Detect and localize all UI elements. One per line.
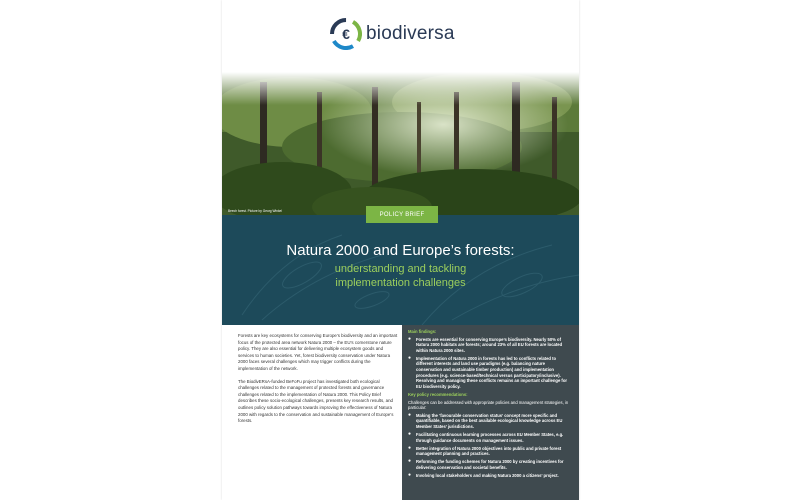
- intro-paragraph-2: The BiodivERsA-funded BeFoFu project has investigated both ecological challenges related to the management of protected forests and governance challenges related to the implementation of Natura 2000. This Policy Brief describes these socio-ecological challenges, presents key research results, and outlines policy solution pathways towards improving the effectiveness of Natura 2000 with regards to the conservation and sustainable management of Europe’s forests.: [238, 378, 394, 424]
- bullet-icon: ●: [408, 472, 412, 479]
- brief-title: Natura 2000 and Europe’s forests:: [286, 242, 515, 259]
- recommendation-item: [408, 413, 572, 430]
- subtitle-line-2: implementation challenges: [335, 277, 466, 289]
- bullet-icon: ●: [408, 354, 412, 361]
- finding-item: [408, 356, 572, 390]
- bullet-icon: ●: [408, 458, 412, 465]
- photo-credit: Beech forest. Picture by Georg Winkel: [228, 209, 283, 213]
- recommendations-intro: Challenges can be addressed with appropriate policies and management strategies, in particular:: [408, 399, 569, 411]
- main-findings-heading: Main findings:: [408, 329, 437, 334]
- finding-text: Forests are essential for conserving Europe’s biodiversity. Nearly 50% of Natura 2000 habitats are forests; around 23% of all EU forests are located within Natura 2000 sites.: [416, 336, 563, 353]
- finding-item: [408, 337, 572, 354]
- recommendations-heading: Key policy recommendations:: [408, 391, 468, 397]
- brief-subtitle: [222, 262, 579, 290]
- recommendation-text: Better integration of Natura 2000 objectives into public and private forest management planning and practices.: [416, 445, 562, 457]
- finding-text: Implementation of Natura 2000 in forests has led to conflicts related to different interests and land use paradigms (e.g. balancing nature conservation and sustainable timber production) and implementation procedures (e.g. science-based/technical versus participatory/inclusive). Resolving and managing these conflicts remains an important challenge for EU biodiversity policy.: [416, 355, 568, 389]
- bullet-icon: ●: [408, 444, 412, 451]
- biodiversa-logo-icon: [330, 18, 362, 50]
- bullet-icon: ●: [408, 411, 412, 418]
- subtitle-line-1: understanding and tackling: [334, 263, 467, 275]
- logo-text: biodiversa: [366, 23, 455, 44]
- recommendation-text: Reforming the funding schemes for Natura 2000 by creating incentives for delivering conservation and societal benefits.: [416, 459, 564, 470]
- svg-text:€: €: [342, 26, 350, 42]
- policy-brief-tag: POLICY BRIEF: [366, 206, 438, 223]
- findings-panel: [402, 325, 579, 500]
- recommendation-text: Facilitating continuous learning processes across EU Member States, e.g. through guidance documents on management issues.: [416, 432, 564, 443]
- bullet-icon: ●: [408, 335, 412, 342]
- recommendation-item: [408, 459, 572, 470]
- biodiversa-logo: [330, 16, 455, 52]
- recommendation-text: Involving local stakeholders and making Natura 2000 a citizens’ project.: [416, 473, 559, 479]
- recommendation-item: [408, 473, 572, 479]
- forest-photo: [222, 72, 579, 222]
- recommendation-text: Making the ‘favourable conservation status’ concept more specific and quantifiable, based on the best available ecological knowledge across EU Member States’ jurisdictions.: [416, 412, 563, 429]
- recommendation-item: [408, 446, 572, 457]
- recommendation-item: [408, 432, 572, 443]
- policy-brief-page: [222, 0, 579, 500]
- bullet-icon: ●: [408, 431, 412, 437]
- intro-paragraph-1: Forests are key ecosystems for conserving Europe’s biodiversity and an important focus of the protected area network Natura 2000 – the EU’s cornerstone nature policy. They are also essential for delivering multiple ecosystem goods and services to human societies. Yet, forest biodiversity conservation under Natura 2000 faces several challenges which may trigger conflicts during the implementation of the network.: [238, 333, 398, 371]
- intro-text: [238, 333, 398, 431]
